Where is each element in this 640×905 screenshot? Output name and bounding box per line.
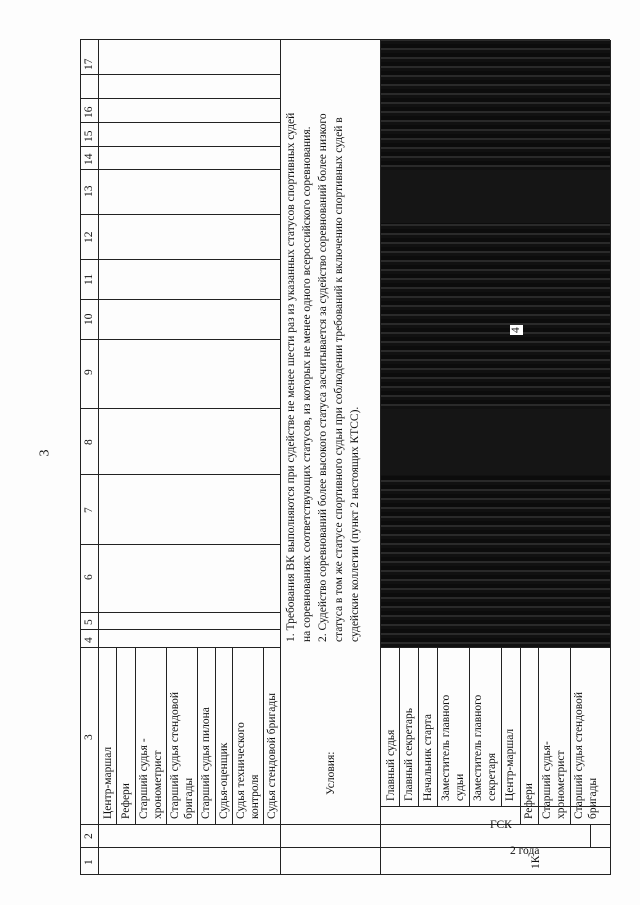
col-header-13: 13 [83, 185, 95, 197]
redacted-block [381, 170, 610, 223]
g1-row-8: Судья технического [235, 722, 247, 819]
conditions-line-3: 2. Судейство соревнований более высокого статуса засчитывается за судейство соревнований более низкого [317, 113, 329, 642]
g1-row-9: контроля [249, 774, 261, 819]
g1-row-1: Рефери [120, 783, 132, 819]
g1-row-2: Старший судья - [138, 738, 150, 819]
redacted-block [381, 409, 610, 475]
g2-row-6: секретаря [486, 752, 498, 801]
col-header-16: 16 [83, 106, 95, 118]
col-header-6: 6 [83, 574, 95, 580]
col-header-3: 3 [83, 734, 95, 740]
g2-row-11: Старший судья стендовой [573, 691, 585, 819]
g1-row-10: Судья стендовой бригады [266, 693, 278, 819]
g1-row-5: бригады [183, 777, 195, 819]
g1-row-4: Старший судья стендовой [169, 691, 181, 819]
col-header-10: 10 [83, 313, 95, 325]
col-header-15: 15 [83, 130, 95, 142]
g2-row-8: Рефери [523, 783, 535, 819]
g1-row-3: хронометрист [152, 750, 164, 819]
conditions-line-2: на соревнованиях соответствующих статусов, из которых не менее одного всероссийского соревнования. [301, 126, 313, 642]
conditions-line-1: 1. Требования ВК выполняются при судействе не менее шести раз из указанных статусов спортивных судей [285, 112, 297, 642]
gsk-label: ГСК [490, 819, 512, 831]
rotated-table [80, 40, 610, 875]
g1-row-6: Старший судья пилона [200, 707, 212, 819]
col-header-9: 9 [83, 369, 95, 375]
g1-row-7: Судья-оценщик [218, 742, 230, 819]
conditions-line-5: судейские коллегии (пункт 2 настоящих КТСС). [349, 406, 361, 642]
redacted-block [381, 475, 610, 647]
g2-row-9: Старший судья- [541, 741, 553, 819]
col-header-8: 8 [83, 439, 95, 445]
redacted-block [381, 40, 610, 170]
qualification-1k: 1К [530, 855, 542, 869]
g2-row-12: бригады [587, 777, 599, 819]
col-header-1: 1 [83, 859, 95, 865]
redacted-block [381, 223, 610, 409]
g2-row-5: Заместитель главного [472, 694, 484, 801]
col-header-17: 17 [83, 58, 95, 70]
col-header-5: 5 [83, 619, 95, 625]
g2-row-4: судьи [454, 773, 466, 801]
col-header-11: 11 [83, 273, 95, 285]
g2-row-2: Начальник старта [422, 714, 434, 801]
conditions-line-4: статуса в том же статусе спортивного судьи при соблюдении требований к включению спортивных судей в [333, 117, 345, 642]
col-header-2: 2 [83, 833, 95, 839]
col-header-14: 14 [83, 153, 95, 165]
g2-row-0: Главный судья [385, 729, 397, 801]
period-label: 2 года [510, 845, 540, 857]
cell-value: 4 [510, 327, 522, 333]
col-header-12: 12 [83, 231, 95, 243]
g2-row-3: Заместитель главного [440, 694, 452, 801]
page-number: 3 [37, 449, 53, 457]
conditions-label: Условия: [325, 751, 337, 795]
g1-row-0: Центр-маршал [102, 746, 114, 819]
g2-row-7: Центр-маршал [504, 728, 516, 801]
col-header-4: 4 [83, 637, 95, 643]
col-header-7: 7 [83, 507, 95, 513]
g2-row-10: хронометрист [555, 750, 567, 819]
g2-row-1: Главный секретарь [403, 707, 415, 801]
